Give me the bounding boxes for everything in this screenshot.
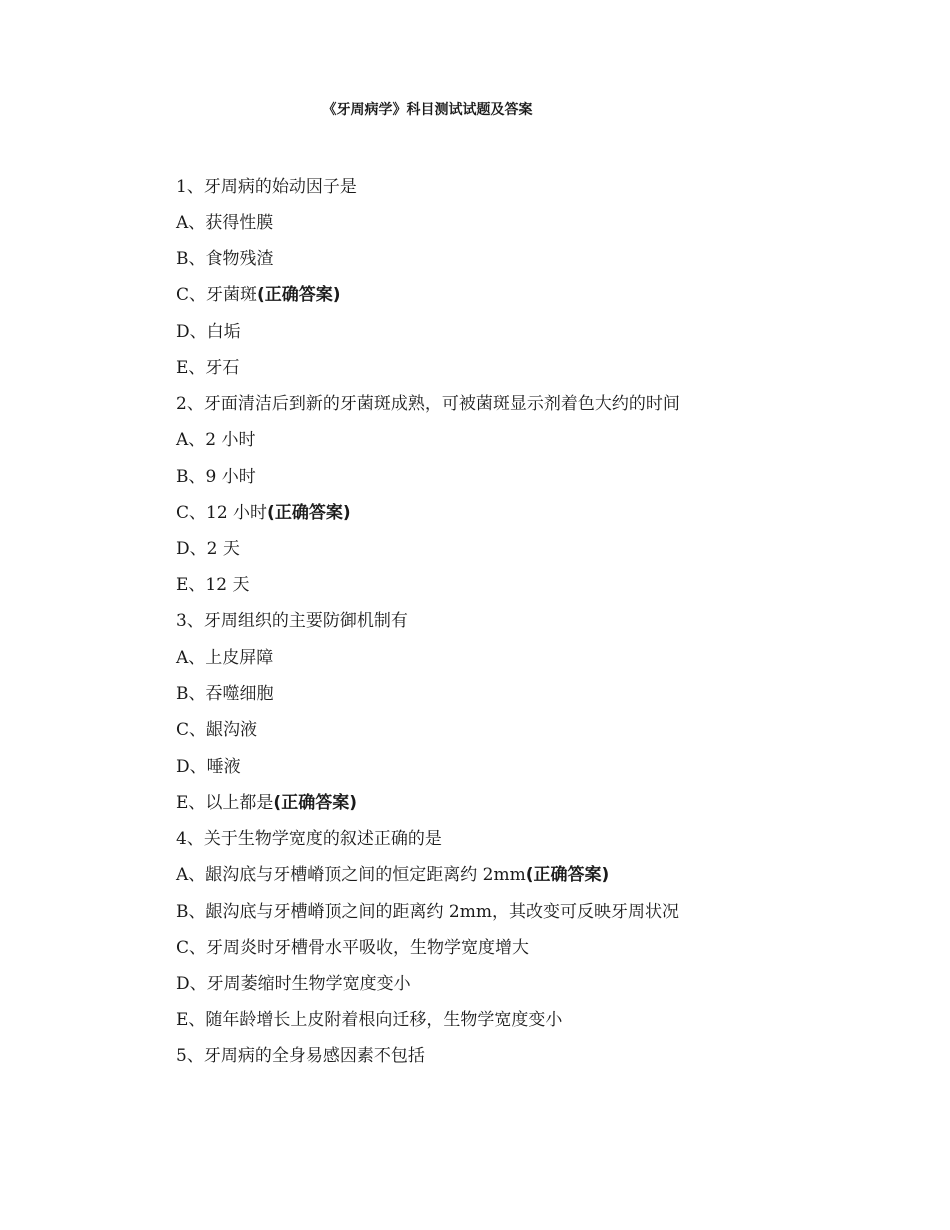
correct-answer-mark: (正确答案) — [273, 793, 357, 813]
question-3-stem — [176, 609, 408, 633]
correct-answer-mark: (正确答案) — [267, 503, 351, 523]
line-text: 4、关于生物学宽度的叙述正确的是 — [176, 829, 442, 849]
question-4-option-b — [176, 900, 679, 924]
line-text: B、龈沟底与牙槽嵴顶之间的距离约 2mm，其改变可反映牙周状况 — [176, 902, 679, 922]
question-3-option-d — [176, 755, 241, 779]
line-text: A、龈沟底与牙槽嵴顶之间的恒定距离约 2mm — [176, 865, 526, 885]
line-text: 3、牙周组织的主要防御机制有 — [176, 611, 408, 631]
line-text: B、9 小时 — [176, 467, 256, 487]
line-text: 5、牙周病的全身易感因素不包括 — [176, 1046, 425, 1066]
line-text: D、白垢 — [176, 322, 241, 342]
question-1-option-b — [176, 247, 274, 271]
question-1-stem — [176, 175, 357, 199]
question-2-stem — [176, 392, 680, 416]
line-text: C、牙菌斑 — [176, 285, 258, 305]
question-3-option-e — [176, 791, 357, 815]
line-text: D、牙周萎缩时生物学宽度变小 — [176, 974, 411, 994]
line-text: B、吞噬细胞 — [176, 684, 274, 704]
line-text: C、12 小时 — [176, 503, 268, 523]
line-text: 1、牙周病的始动因子是 — [176, 177, 357, 197]
question-1-option-d — [176, 320, 241, 344]
question-5-stem — [176, 1044, 425, 1068]
question-2-option-e — [176, 573, 249, 597]
line-text: D、2 天 — [176, 539, 240, 559]
question-2-option-c — [176, 501, 351, 525]
line-text: C、牙周炎时牙槽骨水平吸收，生物学宽度增大 — [176, 938, 530, 958]
line-text: A、2 小时 — [176, 430, 256, 450]
line-text: E、以上都是 — [176, 793, 274, 813]
correct-answer-mark: (正确答案) — [257, 285, 341, 305]
line-text: D、唾液 — [176, 757, 241, 777]
question-2-option-d — [176, 537, 240, 561]
question-3-option-c — [176, 718, 257, 742]
question-3-option-b — [176, 682, 274, 706]
question-4-stem — [176, 827, 442, 851]
line-text: 2、牙面清洁后到新的牙菌斑成熟，可被菌斑显示剂着色大约的时间 — [176, 394, 680, 414]
question-4-option-a — [176, 863, 609, 887]
line-text: C、龈沟液 — [176, 720, 258, 740]
question-4-option-d — [176, 972, 411, 996]
question-2-option-b — [176, 465, 256, 489]
question-1-option-c — [176, 283, 341, 307]
line-text: E、12 天 — [176, 575, 250, 595]
question-4-option-c — [176, 936, 529, 960]
line-text: E、牙石 — [176, 358, 240, 378]
line-text: E、随年龄增长上皮附着根向迁移，生物学宽度变小 — [176, 1010, 563, 1030]
line-text: A、获得性膜 — [176, 213, 274, 233]
question-4-option-e — [176, 1008, 562, 1032]
document-title: 《牙周病学》科目测试试题及答案 — [322, 102, 533, 118]
question-2-option-a — [176, 428, 256, 452]
line-text: B、食物残渣 — [176, 249, 274, 269]
question-3-option-a — [176, 646, 273, 670]
question-1-option-a — [176, 211, 273, 235]
question-1-option-e — [176, 356, 239, 380]
line-text: A、上皮屏障 — [176, 648, 274, 668]
correct-answer-mark: (正确答案) — [525, 865, 610, 885]
